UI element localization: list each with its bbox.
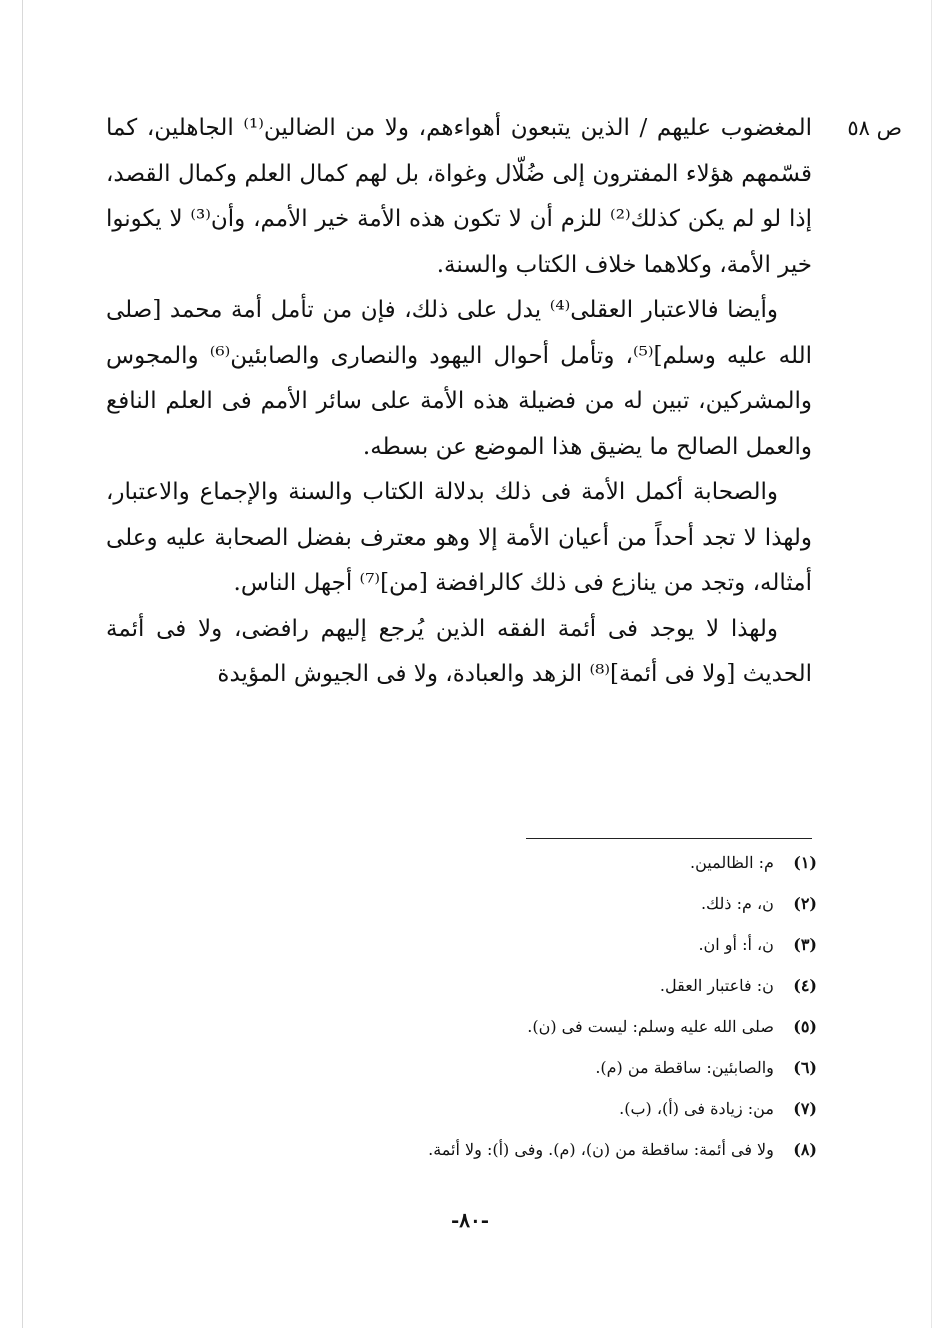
- footnote-item: [177, 1012, 817, 1053]
- footnote-text: ولا فى أئمة: ساقطة من (ن)، (م). وفى (أ): ولا أئمة.: [428, 1140, 774, 1159]
- footnote-number: (٧): [793, 1099, 817, 1118]
- footnote-item: [177, 848, 817, 889]
- footnote-number: (٤): [793, 976, 817, 995]
- footnote-number: (٢): [793, 894, 817, 913]
- footnote-item: [177, 971, 817, 1012]
- paragraph-2: وأيضا فالاعتبار العقلى⁽⁴⁾ يدل على ذلك، فإن من تأمل أمة محمد [صلى الله عليه وسلم]⁽⁵⁾، وتأمل أحوال اليهود والنصارى والصابئين⁽⁶⁾ والمجوس والمشركين، تبين له من فضيلة هذه الأمة على سائر الأمم فى العلم النافع والعمل الصالح ما يضيق هذا الموضع عن بسطه.: [106, 297, 812, 460]
- footnote-item: [177, 930, 817, 971]
- paragraph-3: والصحابة أكمل الأمة فى ذلك بدلالة الكتاب والسنة والإجماع والاعتبار، ولهذا لا تجد أحداً من أعيان الأمة إلا وهو معترف بفضل الصحابة عليه وعلى أمثاله، وتجد من ينازع فى ذلك كالرافضة [من]⁽⁷⁾ أجهل الناس.: [106, 479, 812, 596]
- footnote-text: م: الظالمين.: [689, 853, 774, 872]
- footnote-number: (١): [793, 853, 817, 872]
- main-text: [106, 106, 812, 698]
- footnote-item: [177, 1094, 817, 1135]
- footnote-number: (٥): [793, 1017, 817, 1036]
- footnote-text: ن، م: ذلك.: [700, 894, 774, 913]
- paragraph-4: ولهذا لا يوجد فى أئمة الفقه الذين يُرجع إليهم رافضى، ولا فى أئمة الحديث [ولا فى أئمة]⁽⁸⁾ الزهد والعبادة، ولا فى الجيوش المؤيدة: [106, 615, 812, 687]
- footnote-item: [177, 889, 817, 930]
- footnote-item: [177, 1135, 817, 1176]
- scan-left-edge: [22, 0, 23, 1328]
- footnotes-list: [177, 848, 817, 1176]
- footnote-text: ن، أ: أو ان.: [698, 935, 774, 954]
- footnote-number: (٨): [793, 1140, 817, 1159]
- page-number: -٨٠-: [450, 1208, 490, 1232]
- footnote-separator: [526, 838, 812, 839]
- page-reference: ص ٥٨: [847, 116, 902, 140]
- scan-right-edge: [931, 0, 932, 1328]
- footnote-text: ن: فاعتبار العقل.: [659, 976, 774, 995]
- paragraph-1: المغضوب عليهم / الذين يتبعون أهواءهم، ولا من الضالين⁽¹⁾ الجاهلين، كما قسّمهم هؤلاء المفترون إلى ضُلّال وغواة، بل لهم كمال العلم وكمال القصد، إذا لو لم يكن كذلك⁽²⁾ للزم أن لا تكون هذه الأمة خير الأمم، وأن⁽³⁾ لا يكونوا خير الأمة، وكلاهما خلاف الكتاب والسنة.: [106, 115, 812, 278]
- footnote-number: (٣): [793, 935, 817, 954]
- footnote-text: من: زيادة فى (أ)، (ب).: [619, 1099, 774, 1118]
- footnote-number: (٦): [793, 1058, 817, 1077]
- footnote-text: والصابئين: ساقطة من (م).: [595, 1058, 774, 1077]
- footnote-text: صلى الله عليه وسلم: ليست فى (ن).: [527, 1017, 774, 1036]
- footnote-item: [177, 1053, 817, 1094]
